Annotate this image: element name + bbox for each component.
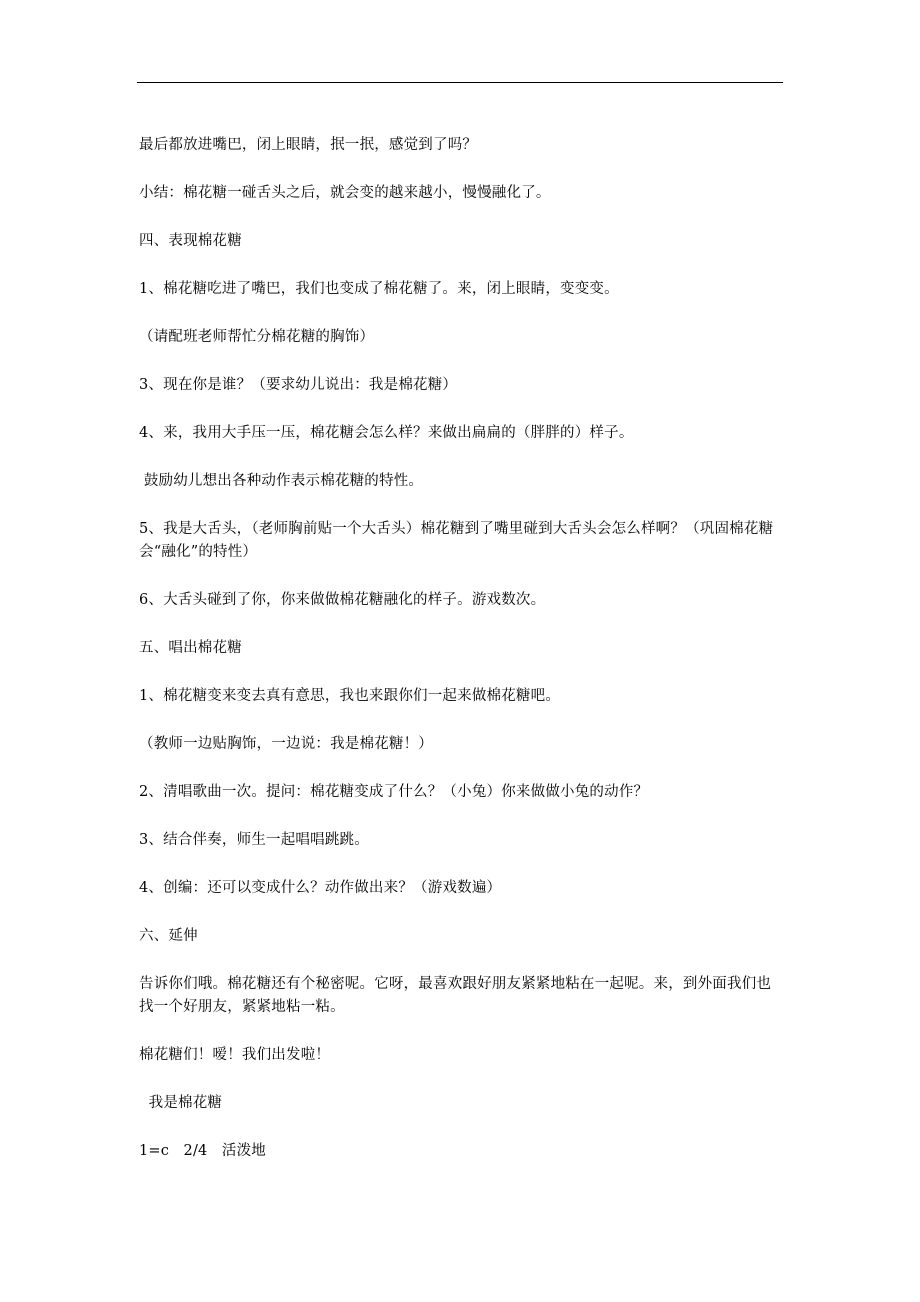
document-body [139,134,785,1163]
paragraph: 5、我是大舌头，（老师胸前贴一个大舌头）棉花糖到了嘴里碰到大舌头会怎么样啊？（巩固棉花糖会“融化”的特性） [139,521,774,560]
paragraph: 1、棉花糖变来变去真有意思，我也来跟你们一起来做棉花糖吧。 [139,688,561,704]
paragraph: 4、创编：还可以变成什么？动作做出来？（游戏数遍） [139,880,502,896]
paragraph: （教师一边贴胸饰，一边说：我是棉花糖！） [139,736,433,752]
paragraph: 6、大舌头碰到了你，你来做做棉花糖融化的样子。游戏数次。 [139,592,546,608]
section-heading: 四、表现棉花糖 [139,233,242,249]
song-key-tempo: 1=c 2/4 活泼地 [139,1143,266,1159]
paragraph: 3、现在你是谁？（要求幼儿说出：我是棉花糖） [139,377,458,393]
paragraph: 棉花糖们！嗳！我们出发啦！ [139,1047,331,1063]
paragraph: 1、棉花糖吃进了嘴巴，我们也变成了棉花糖了。来，闭上眼睛，变变变。 [139,281,619,297]
paragraph: 4、来，我用大手压一压，棉花糖会怎么样？来做出扁扁的（胖胖的）样子。 [139,425,634,441]
song-title: 我是棉花糖 [139,1095,223,1111]
paragraph: 鼓励幼儿想出各种动作表示棉花糖的特性。 [139,473,424,489]
paragraph: 小结：棉花糖一碰舌头之后，就会变的越来越小，慢慢融化了。 [139,185,551,201]
paragraph: 3、结合伴奏，师生一起唱唱跳跳。 [139,832,369,848]
header-rule [137,82,783,83]
paragraph: 2、清唱歌曲一次。提问：棉花糖变成了什么？（小兔）你来做做小兔的动作？ [139,784,649,800]
section-heading: 五、唱出棉花糖 [139,640,242,656]
section-heading: 六、延伸 [139,928,198,944]
paragraph: 最后都放进嘴巴，闭上眼睛，抿一抿，感觉到了吗？ [139,137,478,153]
paragraph: 告诉你们哦。棉花糖还有个秘密呢。它呀，最喜欢跟好朋友紧紧地粘在一起呢。来，到外面我们也找一个好朋友，紧紧地粘一粘。 [139,976,772,1015]
paragraph: （请配班老师帮忙分棉花糖的胸饰） [139,329,375,345]
